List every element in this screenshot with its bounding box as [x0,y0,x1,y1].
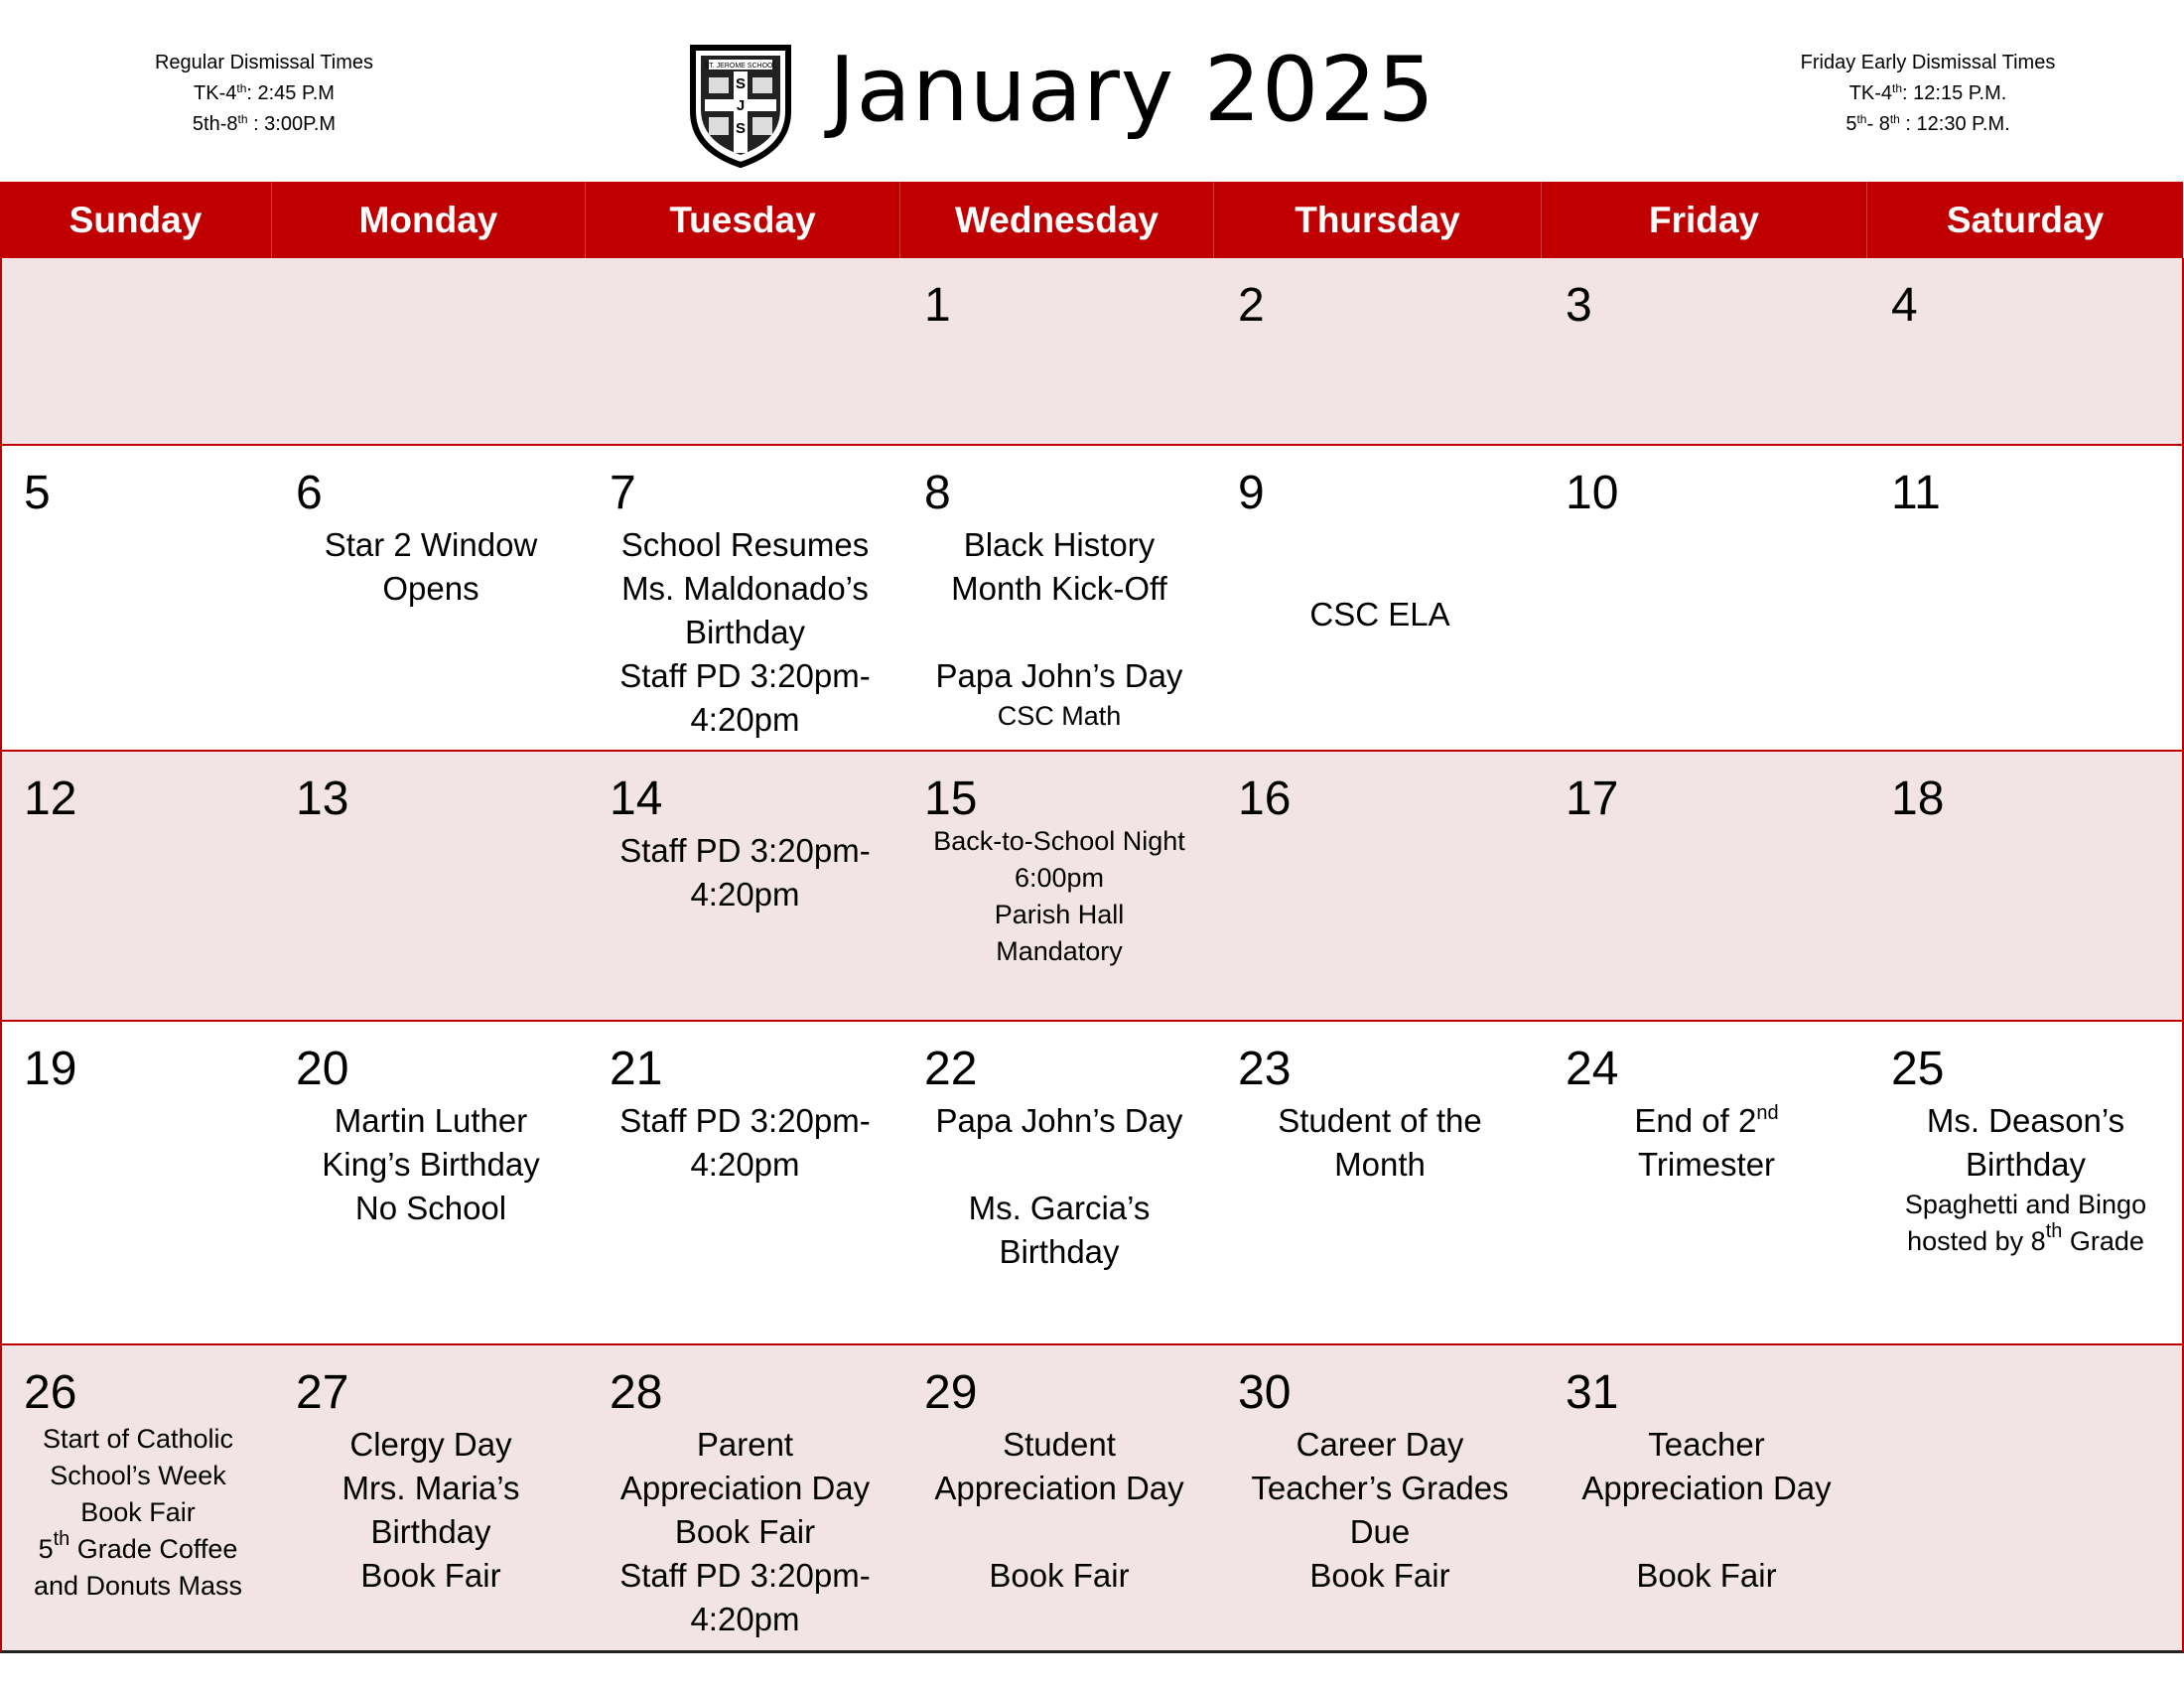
day-cell [902,1022,1216,1343]
day-cell-empty [274,258,588,444]
day-cell [1216,1345,1544,1650]
day-events [902,823,1216,970]
day-cell [902,752,1216,1020]
day-number: 12 [24,773,77,825]
event-text: Birthday [684,614,806,650]
event-text: Birthday [370,1513,491,1550]
day-number: 8 [924,467,951,519]
event-text: Staff PD 3:20pm- [619,832,871,869]
event-text: 6:00pm [1014,863,1105,893]
event-text: Staff PD 3:20pm- [619,1557,871,1594]
day-number: 31 [1566,1366,1619,1419]
event-text: 5th Grade Coffee [38,1528,238,1564]
day-cell [1544,446,1869,750]
event-text: Month [1334,1146,1426,1183]
day-number: 11 [1891,467,1941,519]
day-cell [2,1345,274,1650]
svg-text:S: S [735,75,747,92]
event-text: Birthday [1965,1146,2087,1183]
event-text: Student [1003,1426,1116,1463]
friday-dismissal-title: Friday Early Dismissal Times [1800,52,2056,73]
day-cell [1869,258,2182,444]
day-events [588,829,902,916]
day-cell [2,1022,274,1343]
event-text: No School [354,1190,507,1226]
event-spacer [902,611,1216,654]
event-text: 4:20pm [690,701,800,738]
event-text: Start of Catholic [42,1424,234,1454]
regular-dismissal-times [85,48,443,140]
day-events [274,1423,588,1598]
day-cell [1544,258,1869,444]
day-number: 14 [610,773,663,825]
day-events [902,523,1216,735]
weekday-tuesday: Tuesday [586,182,900,258]
weekday-sunday: Sunday [0,182,272,258]
day-events [588,1423,902,1641]
event-text: Clergy Day [349,1426,512,1463]
event-text: Ms. Deason’s [1926,1102,2125,1139]
day-number: 17 [1566,773,1619,825]
day-cell-empty [588,258,902,444]
day-cell [274,752,588,1020]
day-events [2,1421,274,1605]
day-cell [2,752,274,1020]
event-text: Opens [382,570,479,607]
event-text: Ms. Garcia’s [968,1190,1151,1226]
day-events [902,1099,1216,1274]
day-cell [902,1345,1216,1650]
day-cell [588,1345,902,1650]
day-number: 26 [24,1366,77,1419]
event-text: Book Fair [1309,1557,1450,1594]
day-events [1544,1423,1869,1598]
day-number: 2 [1238,279,1265,332]
weekday-friday: Friday [1542,182,1867,258]
day-cell [588,1022,902,1343]
event-text: King’s Birthday [322,1146,540,1183]
day-number: 5 [24,467,51,519]
friday-dismissal-times [1749,48,2107,140]
day-events [588,523,902,742]
day-number: 6 [296,467,323,519]
event-text: Appreciation Day [1581,1470,1832,1506]
friday-dismissal-line: TK-4th: 12:15 P.M. [1848,81,2007,104]
calendar-week [2,1345,2182,1650]
event-text: Star 2 Window [324,526,538,563]
event-text: Ms. Maldonado’s [621,570,869,607]
event-spacer [902,1510,1216,1554]
school-crest-logo [687,42,794,169]
day-events [1216,1099,1544,1187]
event-text: Student of the [1278,1102,1482,1139]
day-number: 18 [1891,773,1945,825]
calendar-grid [0,258,2184,1653]
event-text: Appreciation Day [934,1470,1184,1506]
day-events [902,1423,1216,1598]
day-cell [1216,258,1544,444]
day-events [1216,593,1544,636]
event-text: 4:20pm [690,1146,800,1183]
event-text: Career Day [1296,1426,1464,1463]
event-text: Teacher’s Grades [1251,1470,1509,1506]
day-number: 29 [924,1366,978,1419]
day-cell [1869,446,2182,750]
event-text: Back-to-School Night [933,826,1185,856]
day-cell [1216,752,1544,1020]
day-events [1869,1099,2182,1260]
event-text: Book Fair [674,1513,816,1550]
event-text: Book Fair [360,1557,501,1594]
event-text: Staff PD 3:20pm- [619,657,871,694]
event-text: Mandatory [996,936,1123,966]
regular-dismissal-line: 5th-8th : 3:00P.M [192,112,337,135]
day-events [1544,1099,1869,1187]
event-text: Black History [963,526,1156,563]
svg-text:S: S [735,120,747,137]
day-number: 7 [610,467,636,519]
event-text: End of 2nd [1634,1102,1779,1139]
day-number: 13 [296,773,349,825]
day-cell-empty [2,258,274,444]
calendar-week [2,752,2182,1022]
event-spacer [902,1143,1216,1187]
day-cell [902,258,1216,444]
event-text: Book Fair [80,1497,196,1527]
event-text: Mrs. Maria’s [341,1470,520,1506]
day-number: 1 [924,279,951,332]
event-text: Parent [696,1426,794,1463]
event-text: Martin Luther [334,1102,528,1139]
day-number: 10 [1566,467,1619,519]
day-cell [588,446,902,750]
event-text: Spaghetti and Bingo [1904,1190,2147,1219]
svg-text:ST. JEROME SCHOOL: ST. JEROME SCHOOL [704,63,777,70]
regular-dismissal-title: Regular Dismissal Times [154,52,374,73]
event-text: and Donuts Mass [33,1571,243,1601]
event-text: Book Fair [1636,1557,1777,1594]
weekday-thursday: Thursday [1214,182,1542,258]
day-cell [2,446,274,750]
day-number: 24 [1566,1043,1619,1095]
day-cell [1544,752,1869,1020]
event-text: Teacher [1648,1426,1765,1463]
event-text: Papa John’s Day [935,1102,1183,1139]
event-text: School’s Week [50,1461,226,1490]
month-title: January 2025 [829,38,1435,142]
day-number: 19 [24,1043,77,1095]
event-text: CSC Math [997,701,1122,731]
day-events [1216,1423,1544,1598]
event-text: CSC ELA [1309,596,1450,633]
day-events [588,1099,902,1187]
event-text: Birthday [999,1233,1120,1270]
day-cell [1869,752,2182,1020]
day-number: 4 [1891,279,1918,332]
day-number: 21 [610,1043,663,1095]
day-number: 23 [1238,1043,1292,1095]
day-number: 16 [1238,773,1292,825]
day-cell [274,1022,588,1343]
event-text: Trimester [1637,1146,1776,1183]
event-text: Staff PD 3:20pm- [619,1102,871,1139]
day-events [274,523,588,611]
event-text: 4:20pm [690,876,800,913]
day-number: 25 [1891,1043,1945,1095]
day-events [274,1099,588,1230]
day-number: 30 [1238,1366,1292,1419]
svg-text:J: J [736,97,746,114]
event-text: Papa John’s Day [935,657,1183,694]
event-text: Book Fair [989,1557,1130,1594]
event-spacer [1544,1510,1869,1554]
day-number: 15 [924,773,978,825]
day-cell [588,752,902,1020]
day-number: 3 [1566,279,1592,332]
calendar-week [2,446,2182,752]
event-text: Appreciation Day [619,1470,871,1506]
weekday-saturday: Saturday [1946,199,2105,240]
day-cell [1216,446,1544,750]
day-cell [1216,1022,1544,1343]
event-text: Month Kick-Off [951,570,1167,607]
calendar-week [2,258,2182,446]
day-cell [902,446,1216,750]
day-number: 9 [1238,467,1265,519]
day-number: 27 [296,1366,349,1419]
regular-dismissal-line: TK-4th: 2:45 P.M [194,81,335,104]
day-number: 22 [924,1043,978,1095]
friday-dismissal-line: 5th- 8th : 12:30 P.M. [1845,112,2010,135]
weekday-wednesday: Wednesday [900,182,1214,258]
day-number: 20 [296,1043,349,1095]
day-cell [274,1345,588,1650]
event-text: hosted by 8th Grade [1907,1220,2144,1256]
day-number: 28 [610,1366,663,1419]
event-text: Parish Hall [994,900,1125,929]
event-text: School Resumes [620,526,870,563]
event-text: Due [1349,1513,1411,1550]
day-cell [1544,1022,1869,1343]
day-cell [1544,1345,1869,1650]
calendar-week [2,1022,2182,1345]
event-text: 4:20pm [690,1601,800,1637]
day-cell-empty [1869,1345,2182,1650]
weekday-header [0,182,2183,258]
weekday-monday: Monday [272,182,586,258]
day-cell [1869,1022,2182,1343]
day-cell [274,446,588,750]
